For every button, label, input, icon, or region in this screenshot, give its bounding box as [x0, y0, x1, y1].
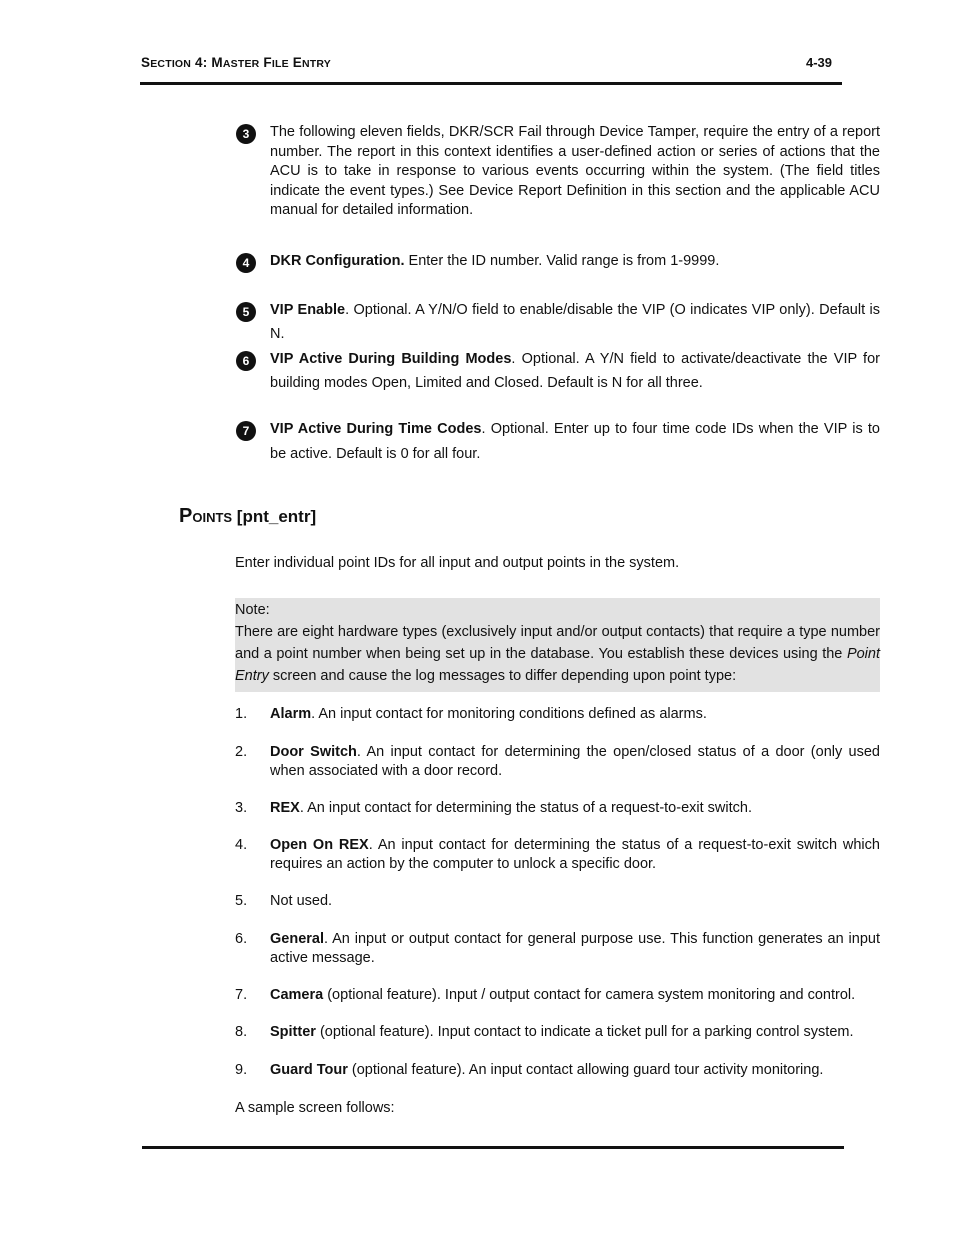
callout-6: [236, 350, 880, 395]
list-item: 5. Not used.: [235, 893, 333, 909]
list-item: 8. Spitter (optional feature). Input contact to indicate a ticket pull for a parking control system.: [235, 1024, 854, 1040]
list-item: 7. Camera (optional feature). Input / output contact for camera system monitoring and control.: [235, 987, 856, 1003]
list-item: 6. General. An input or output contact for general purpose use. This function generates an input active message.: [235, 931, 880, 966]
note-box: [235, 598, 880, 692]
callout-4: [236, 252, 880, 271]
callout-number-badge: 5: [236, 302, 256, 322]
callout-7: [236, 420, 880, 467]
callout-5: [236, 301, 880, 346]
callout-number-badge: 7: [236, 421, 256, 441]
list-item: 9. Guard Tour (optional feature). An input contact allowing guard tour activity monitoring.: [235, 1062, 824, 1078]
footer-rule: [142, 1146, 844, 1149]
intro-paragraph: Enter individual point IDs for all input and output points in the system.: [235, 555, 680, 571]
callout-text: VIP Enable. Optional. A Y/N/O field to enable/disable the VIP (O indicates VIP only). Default is N.: [270, 302, 880, 342]
header-rule: [140, 82, 842, 85]
note-content: [235, 598, 880, 687]
running-header: SECTION 4: MASTER FILE ENTRY: [141, 55, 331, 70]
page-number: 4-39: [806, 55, 833, 70]
callout-text: VIP Active During Time Codes. Optional. Enter up to four time code IDs when the VIP is to be active. Default is 0 for all four.: [270, 421, 880, 462]
section-title: POINTS [pnt_entr]: [179, 505, 317, 527]
list-item: 2. Door Switch. An input contact for determining the open/closed status of a door (only used when associated with a door record.: [235, 744, 880, 779]
note-text: There are eight hardware types (exclusively input and/or output contacts) that require a type number and a point number when being set up in the database. You establish these devices using the Point Entry screen and cause the log messages to differ depending upon point type:: [235, 624, 880, 684]
list-item: 4. Open On REX. An input contact for determining the status of a request-to-exit switch which requires an action by the computer to unlock a specific door.: [235, 837, 880, 872]
callout-text: The following eleven fields, DKR/SCR Fail through Device Tamper, require the entry of a report number. The report in this context identifies a user-defined action or series of actions that the ACU is to take in response to various events occurring within the system. (The field titles indicate the event types.) See Device Report Definition in this section and the applicable ACU manual for detailed information.: [270, 124, 880, 218]
note-label: Note:: [235, 602, 270, 618]
callout-number-badge: 3: [236, 124, 256, 144]
callout-number-badge: 6: [236, 351, 256, 371]
list-item: 3. REX. An input contact for determining the status of a request-to-exit switch.: [235, 800, 752, 816]
callout-3: [236, 123, 880, 221]
sample-screen-caption: A sample screen follows:: [235, 1100, 395, 1116]
list-item: 1. Alarm. An input contact for monitoring conditions defined as alarms.: [235, 706, 707, 722]
callout-text: DKR Configuration. Enter the ID number. Valid range is from 1-9999.: [270, 253, 720, 269]
callout-number-badge: 4: [236, 253, 256, 273]
callout-text: VIP Active During Building Modes. Optional. A Y/N field to activate/deactivate the VIP for building modes Open, Limited and Closed. Default is N for all three.: [270, 351, 880, 391]
